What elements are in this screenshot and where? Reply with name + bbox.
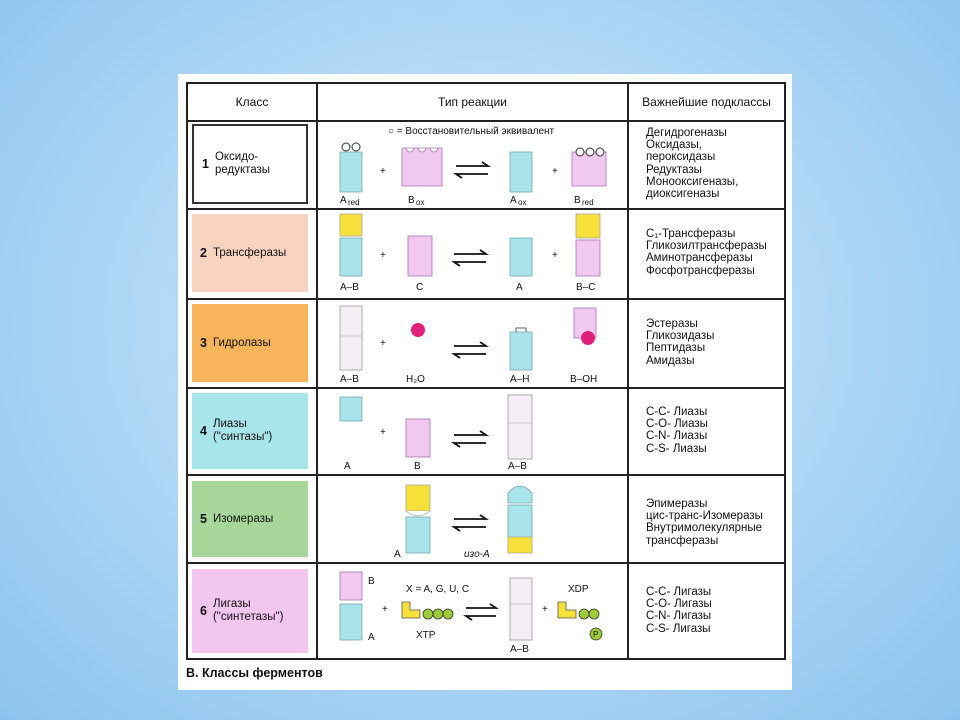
molecule-b-oh	[574, 308, 596, 345]
table-border-left	[186, 82, 188, 660]
class-isomerases	[192, 481, 308, 557]
label-a: A	[340, 195, 347, 206]
equilibrium-arrows	[454, 515, 486, 531]
molecule-a	[340, 397, 362, 421]
header-class: Класс	[235, 95, 269, 109]
label-b-oh: B–OH	[570, 374, 598, 385]
class-name: Лиазы ("синтазы")	[212, 418, 273, 443]
class-name: Гидролазы	[212, 336, 271, 349]
label-xtp: XTP	[416, 630, 436, 641]
table-border-bottom	[186, 658, 786, 660]
label-a: A	[344, 461, 351, 472]
svg-text:P: P	[593, 630, 599, 639]
molecule-a	[406, 485, 430, 553]
molecule-c	[408, 236, 432, 276]
molecule-a	[510, 238, 532, 276]
label-a: A	[394, 549, 401, 560]
reaction-hydrolase	[318, 300, 626, 388]
class-name: Оксидо- редуктазы	[214, 151, 271, 176]
class-number: 1	[202, 156, 209, 171]
plus-sign: +	[380, 338, 386, 349]
class-transferases	[192, 214, 308, 292]
label-a: A	[510, 195, 517, 206]
molecule-b	[340, 572, 362, 600]
molecule-b-ox	[402, 148, 442, 186]
label-b: B	[414, 461, 421, 472]
label-a-b: A–B	[340, 374, 359, 385]
subclasses-transferases: C₁-Трансферазы Гликозилтрансферазы Аминотрансферазы Фосфотрансферазы	[646, 228, 767, 277]
class-ligases	[192, 569, 308, 653]
label-subscript: ox	[416, 198, 425, 207]
reaction-isomerase	[318, 477, 626, 563]
water-molecule	[411, 323, 425, 337]
label-subscript: red	[348, 198, 360, 207]
label-c: C	[416, 282, 424, 293]
reaction-ligase	[318, 564, 626, 658]
label-a-h: A–H	[510, 374, 530, 385]
molecule-b	[406, 419, 430, 457]
molecule-a-b	[340, 306, 362, 370]
label-x-bases: X = A, G, U, C	[406, 584, 470, 595]
equilibrium-arrows	[454, 250, 486, 266]
reaction-transferase	[318, 210, 626, 298]
molecule-a-ox	[510, 152, 532, 192]
label-a: A	[368, 632, 375, 643]
header-reaction-type: Тип реакции	[438, 95, 507, 109]
plus-sign: +	[382, 604, 388, 615]
label-h2o: H₂O	[406, 374, 425, 385]
subclasses-isomerases: Эпимеразы цис-транс-Изомеразы Внутримолекулярные трансферазы	[646, 498, 763, 547]
label-a-b: A–B	[510, 644, 529, 655]
label-iso-a: изо-A	[464, 549, 490, 560]
subclasses-lyases: C-C- Лиазы C-O- Лиазы C-N- Лиазы C-S- Лиазы	[646, 406, 708, 455]
label-a: A	[516, 282, 523, 293]
reaction-oxidoreductase	[318, 122, 626, 208]
plus-sign: +	[380, 250, 386, 261]
class-number: 3	[200, 335, 207, 350]
plus-sign: +	[542, 604, 548, 615]
label-a-b: A–B	[340, 282, 359, 293]
phosphate-icon	[590, 628, 602, 640]
class-number: 2	[200, 245, 207, 260]
molecule-a-b	[510, 578, 532, 640]
class-hydrolases	[192, 304, 308, 382]
label-b-c: B–C	[576, 282, 596, 293]
label-a-b: A–B	[508, 461, 527, 472]
molecule-a-b	[508, 395, 532, 459]
molecule-b-c	[576, 214, 600, 276]
label-subscript: ox	[518, 198, 527, 207]
class-lyases	[192, 393, 308, 469]
class-number: 5	[200, 511, 207, 526]
plus-sign: +	[380, 427, 386, 438]
plus-sign: +	[552, 166, 558, 177]
subclasses-oxidoreductases: Дегидрогеназы Оксидазы, пероксидазы Редуктазы Монооксигеназы, диоксигеназы	[646, 127, 739, 201]
header-subclasses: Важнейшие подклассы	[642, 95, 771, 109]
plus-sign: +	[552, 250, 558, 261]
reducing-equivalent-note: ○ = Восстановительный эквивалент	[388, 126, 555, 137]
label-b: B	[368, 576, 375, 587]
figure-caption: B. Классы ферментов	[186, 666, 323, 680]
class-number: 4	[200, 423, 207, 438]
molecule-a-h	[510, 328, 532, 370]
class-oxidoreductases	[192, 124, 308, 204]
plus-sign: +	[380, 166, 386, 177]
column-separator	[627, 82, 629, 660]
molecule-iso-a	[508, 486, 532, 553]
xdp-molecule	[558, 602, 599, 619]
equilibrium-arrows	[456, 162, 488, 178]
molecule-a	[340, 604, 362, 640]
label-subscript: red	[582, 198, 594, 207]
reaction-lyase	[318, 389, 626, 475]
xtp-molecule	[402, 602, 453, 619]
class-name: Трансферазы	[212, 246, 287, 259]
class-name: Лигазы ("синтетазы")	[212, 598, 284, 623]
class-number: 6	[200, 603, 207, 618]
molecule-a-red	[340, 143, 362, 192]
subclasses-hydrolases: Эстеразы Гликозидазы Пептидазы Амидазы	[646, 318, 715, 367]
class-name: Изомеразы	[212, 512, 274, 525]
equilibrium-arrows	[466, 604, 496, 620]
label-xdp: XDP	[568, 584, 589, 595]
equilibrium-arrows	[454, 342, 486, 358]
label-b: B	[408, 195, 415, 206]
equilibrium-arrows	[454, 431, 486, 447]
label-b: B	[574, 195, 581, 206]
subclasses-ligases: C-C- Лигазы C-O- Лигазы C-N- Лигазы C-S- Лигазы	[646, 586, 712, 635]
molecule-b-red	[572, 148, 606, 186]
molecule-a-b	[340, 214, 362, 276]
